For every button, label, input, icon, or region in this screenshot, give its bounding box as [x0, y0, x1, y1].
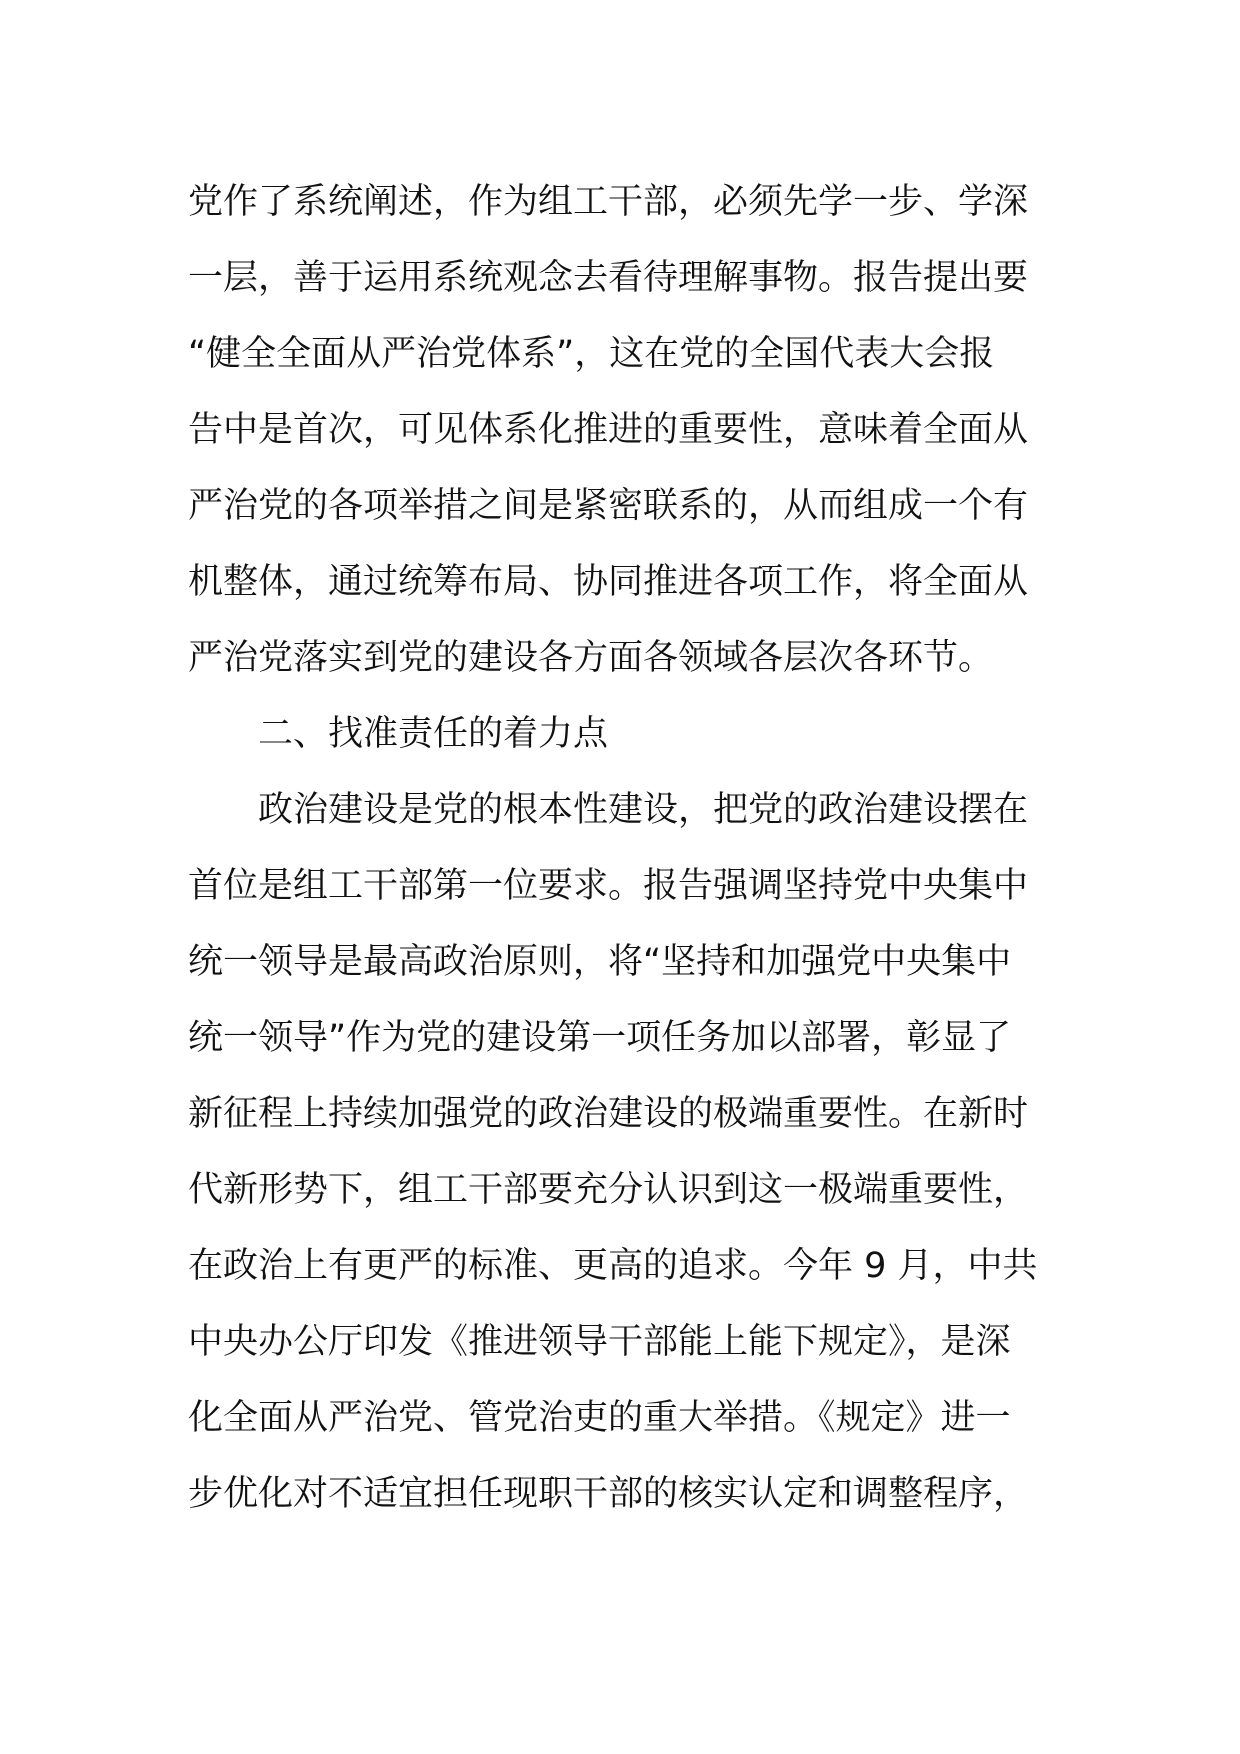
- section-heading-text: 二、找准责任的着力点: [258, 714, 609, 754]
- section-heading: [188, 696, 1058, 772]
- text-line: 一层，善于运用系统观念去看待理解事物。报告提出要: [188, 258, 1029, 298]
- text-line: 严治党落实到党的建设各方面各领域各层次各环节。: [188, 638, 994, 678]
- text-line: 首位是组工干部第一位要求。报告强调坚持党中央集中: [188, 866, 1029, 906]
- text-line: 政治建设是党的根本性建设，把党的政治建设摆在: [258, 790, 1029, 830]
- text-line: “健全全面从严治党体系”，这在党的全国代表大会报: [188, 334, 995, 374]
- text-line: 统一领导”作为党的建设第一项任务加以部署，彰显了: [188, 1018, 1012, 1058]
- text-line: 党作了系统阐述，作为组工干部，必须先学一步、学深: [188, 182, 1029, 222]
- text-line: 新征程上持续加强党的政治建设的极端重要性。在新时: [188, 1094, 1029, 1134]
- text-line: 化全面从严治党、管党治吏的重大举措。《规定》进一: [188, 1398, 1011, 1438]
- text-line: 告中是首次，可见体系化推进的重要性，意味着全面从: [188, 410, 1029, 450]
- text-line: 机整体，通过统筹布局、协同推进各项工作，将全面从: [188, 562, 1029, 602]
- document-body: [188, 164, 1058, 1532]
- paragraph-system-view: [188, 164, 1058, 696]
- text-line: 代新形势下，组工干部要充分认识到这一极端重要性，: [188, 1170, 1029, 1210]
- text-line: 严治党的各项举措之间是紧密联系的，从而组成一个有: [188, 486, 1029, 526]
- text-line: 在政治上有更严的标准、更高的追求。今年 9 月，中共: [188, 1246, 1038, 1286]
- paragraph-political-building: [188, 772, 1058, 1532]
- text-line: 统一领导是最高政治原则，将“坚持和加强党中央集中: [188, 942, 1012, 982]
- text-line: 步优化对不适宜担任现职干部的核实认定和调整程序，: [188, 1474, 1029, 1514]
- text-line: 中央办公厅印发《推进领导干部能上能下规定》，是深: [188, 1322, 1011, 1362]
